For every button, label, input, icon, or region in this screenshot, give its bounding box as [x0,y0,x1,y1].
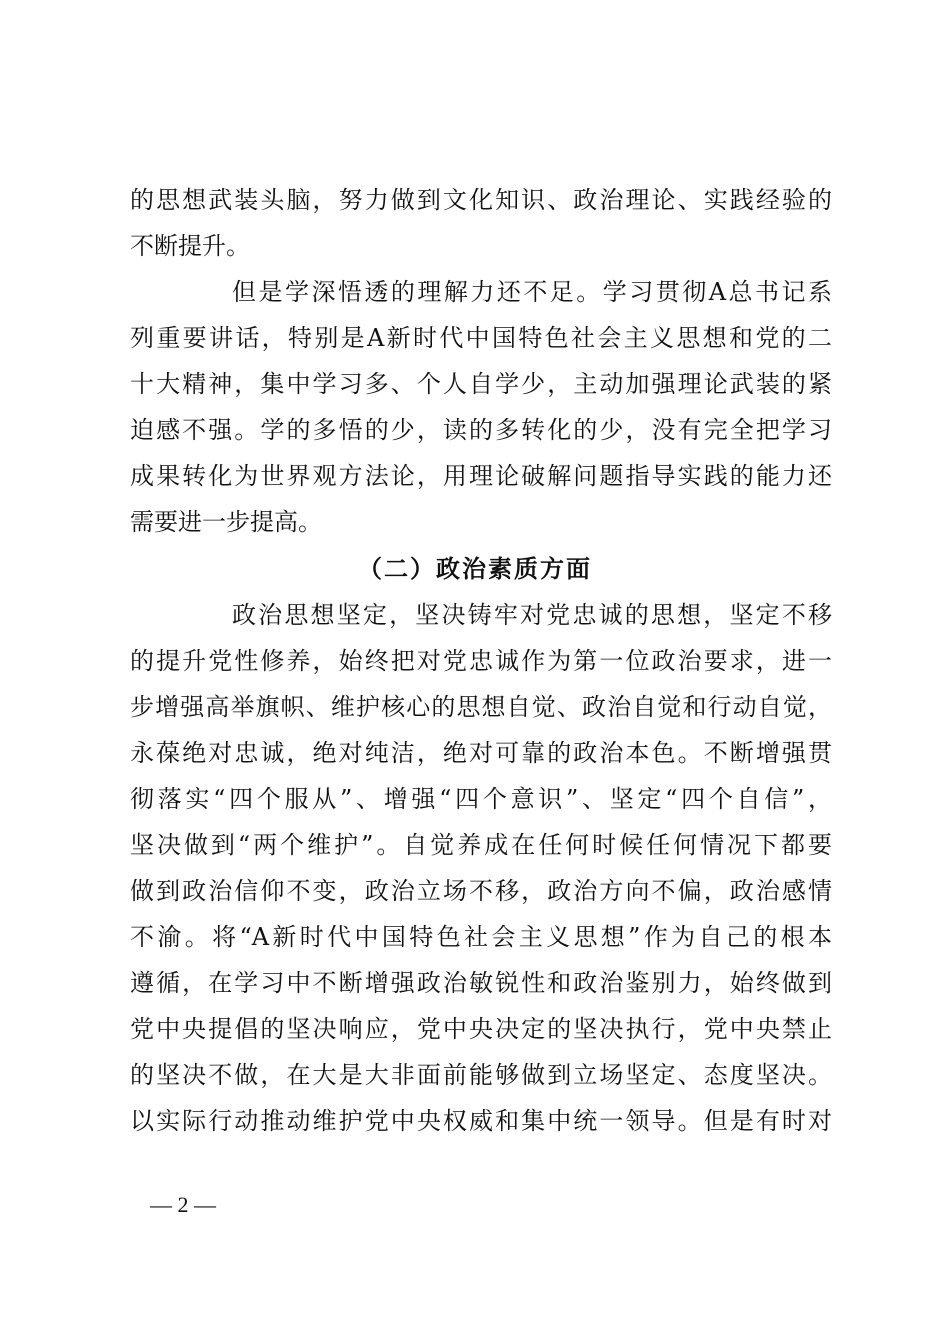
text-line: 彻落实“四个服从”、增强“四个意识”、坚定“四个自信”， [130,785,832,813]
text-line: 迫感不强。学的多悟的少，读的多转化的少，没有完全把学习 [130,416,832,444]
text-line: 永葆绝对忠诚，绝对纯洁，绝对可靠的政治本色。不断增强贯 [130,739,832,767]
text-line: 党中央提倡的坚决响应，党中央决定的坚决执行，党中央禁止 [130,1015,832,1043]
text-line: 的坚决不做，在大是大非面前能够做到立场坚定、态度坚决。 [130,1061,832,1089]
page-number: — 2 — [150,1192,216,1217]
text-line: 列重要讲话，特别是A新时代中国特色社会主义思想和党的二 [130,324,832,352]
paragraph-first-line: 政治思想坚定，坚决铸牢对党忠诚的思想，坚定不移 [232,601,832,629]
text-line: 十大精神，集中学习多、个人自学少，主动加强理论武装的紧 [130,370,832,398]
text-line: 的提升党性修养，始终把对党忠诚作为第一位政治要求，进一 [130,647,832,675]
text-line: 的思想武装头脑，努力做到文化知识、政治理论、实践经验的 [130,186,832,214]
text-line: 不渝。将“A新时代中国特色社会主义思想”作为自己的根本 [130,923,832,951]
text-line: 做到政治信仰不变，政治立场不移，政治方向不偏，政治感情 [130,877,832,905]
text-line: 坚决做到“两个维护”。自觉养成在任何时候任何情况下都要 [130,831,832,859]
paragraph-first-line: 但是学深悟透的理解力还不足。学习贯彻A总书记系 [232,278,832,306]
text-line: 以实际行动推动维护党中央权威和集中统一领导。但是有时对 [130,1107,832,1135]
text-line: 不断提升。 [130,232,250,260]
section-heading: （二）政治素质方面 [358,554,592,583]
text-line: 步增强高举旗帜、维护核心的思想自觉、政治自觉和行动自觉， [130,693,832,721]
text-line: 需要进一步提高。 [130,508,322,536]
text-line: 遵循，在学习中不断增强政治敏锐性和政治鉴别力，始终做到 [130,969,832,997]
text-line: 成果转化为世界观方法论，用理论破解问题指导实践的能力还 [130,462,832,490]
